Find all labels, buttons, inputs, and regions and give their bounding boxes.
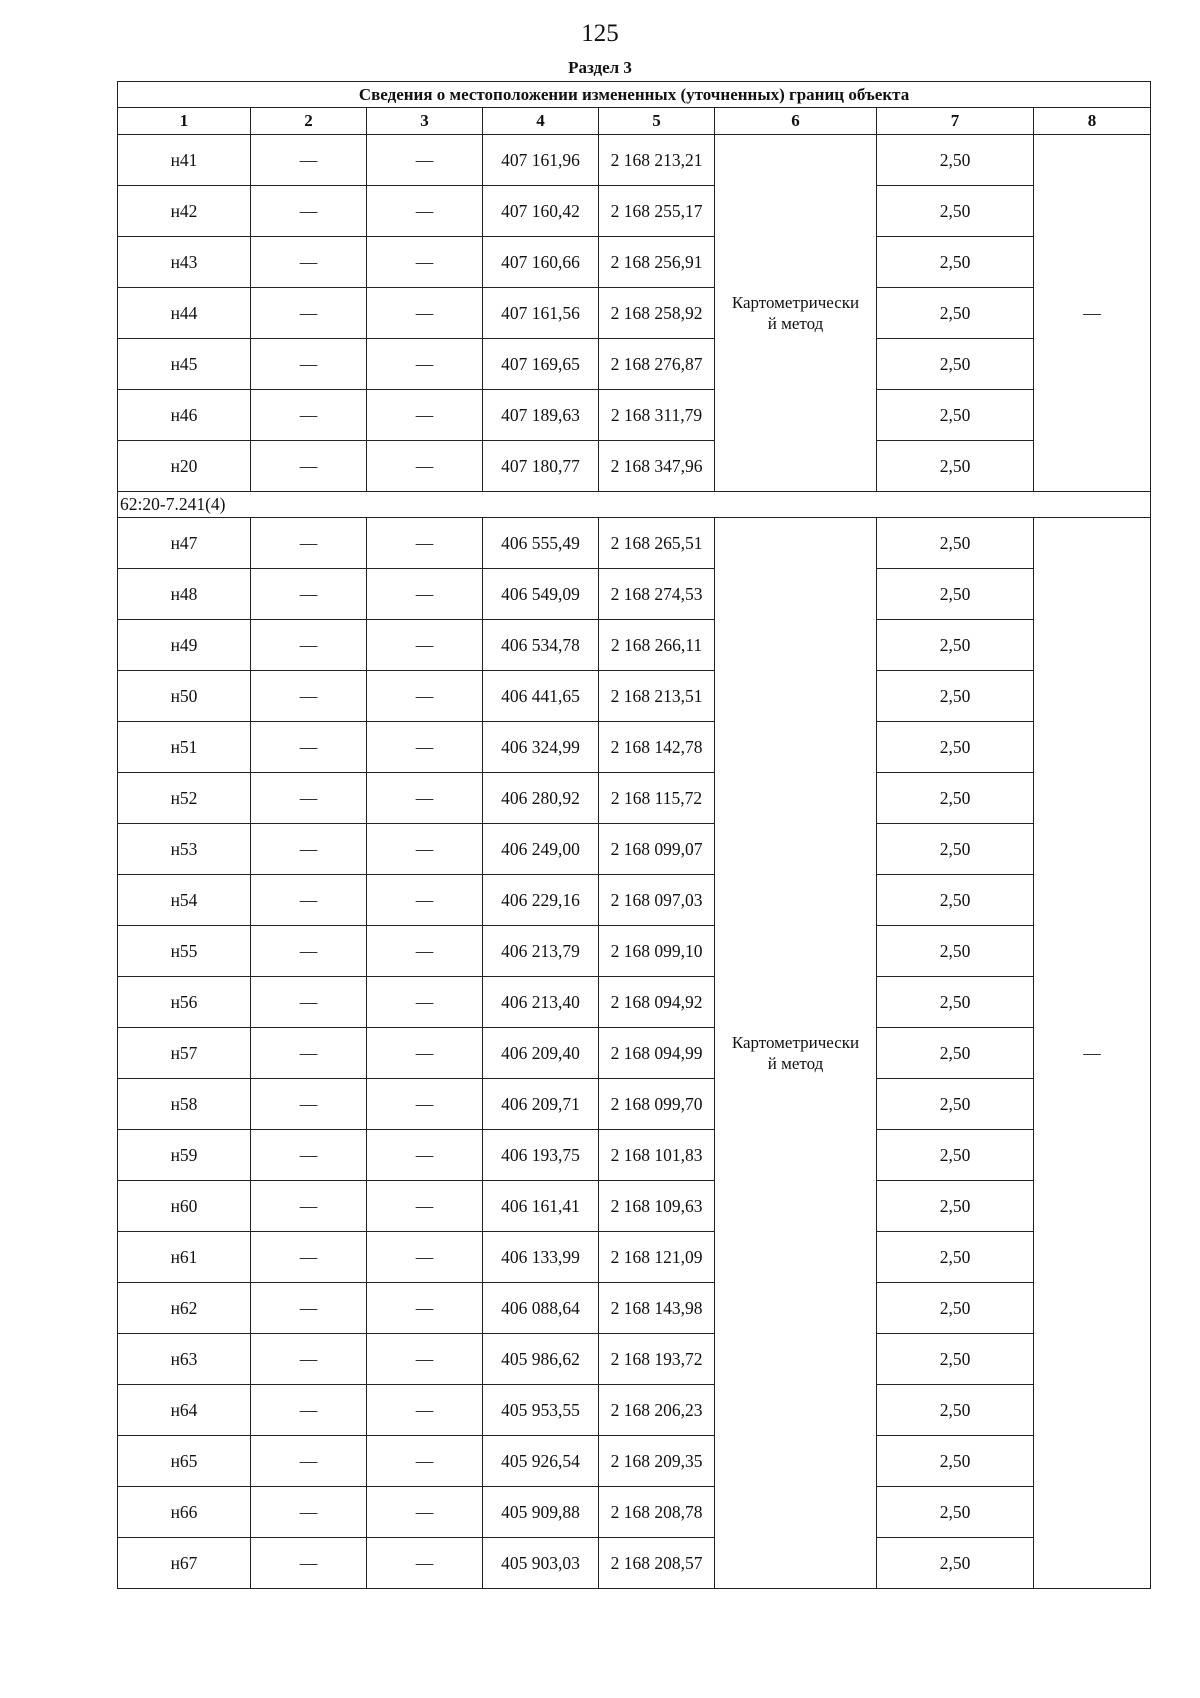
- table-row: [118, 1232, 1151, 1283]
- x-coordinate-cell: 407 180,77: [483, 441, 599, 492]
- table-row: [118, 1079, 1151, 1130]
- column-3-cell: —: [367, 186, 483, 237]
- cadastral-number-label: 62:20-7.241(4): [118, 492, 1151, 518]
- column-2-cell: —: [251, 977, 367, 1028]
- y-coordinate-cell: 2 168 099,07: [599, 824, 715, 875]
- column-2-cell: —: [251, 288, 367, 339]
- x-coordinate-cell: 406 280,92: [483, 773, 599, 824]
- precision-cell: 2,50: [877, 1436, 1034, 1487]
- x-coordinate-cell: 407 189,63: [483, 390, 599, 441]
- table-row: [118, 1487, 1151, 1538]
- y-coordinate-cell: 2 168 142,78: [599, 722, 715, 773]
- column-2-cell: —: [251, 1283, 367, 1334]
- x-coordinate-cell: 407 161,96: [483, 135, 599, 186]
- point-name-cell: н55: [118, 926, 251, 977]
- x-coordinate-cell: 407 160,42: [483, 186, 599, 237]
- precision-cell: 2,50: [877, 1538, 1034, 1589]
- column-3-cell: —: [367, 135, 483, 186]
- column-2-cell: —: [251, 1538, 367, 1589]
- x-coordinate-cell: 406 441,65: [483, 671, 599, 722]
- column-3-cell: —: [367, 1181, 483, 1232]
- table-row: [118, 620, 1151, 671]
- precision-cell: 2,50: [877, 773, 1034, 824]
- y-coordinate-cell: 2 168 347,96: [599, 441, 715, 492]
- x-coordinate-cell: 406 088,64: [483, 1283, 599, 1334]
- x-coordinate-cell: 407 169,65: [483, 339, 599, 390]
- point-name-cell: н41: [118, 135, 251, 186]
- table-row: [118, 186, 1151, 237]
- x-coordinate-cell: 405 909,88: [483, 1487, 599, 1538]
- y-coordinate-cell: 2 168 258,92: [599, 288, 715, 339]
- point-name-cell: н43: [118, 237, 251, 288]
- column-header: 8: [1034, 108, 1151, 135]
- table-row: [118, 1385, 1151, 1436]
- column-3-cell: —: [367, 1436, 483, 1487]
- point-name-cell: н50: [118, 671, 251, 722]
- column-3-cell: —: [367, 977, 483, 1028]
- column-header: 2: [251, 108, 367, 135]
- precision-cell: 2,50: [877, 1487, 1034, 1538]
- column-3-cell: —: [367, 1538, 483, 1589]
- point-name-cell: н64: [118, 1385, 251, 1436]
- column-3-cell: —: [367, 1385, 483, 1436]
- x-coordinate-cell: 406 249,00: [483, 824, 599, 875]
- precision-cell: 2,50: [877, 620, 1034, 671]
- coordinates-table: [117, 81, 1151, 1589]
- column-header: 6: [715, 108, 877, 135]
- column-3-cell: —: [367, 773, 483, 824]
- y-coordinate-cell: 2 168 094,99: [599, 1028, 715, 1079]
- table-row: [118, 1436, 1151, 1487]
- table-row: [118, 977, 1151, 1028]
- precision-cell: 2,50: [877, 135, 1034, 186]
- x-coordinate-cell: 407 160,66: [483, 237, 599, 288]
- y-coordinate-cell: 2 168 266,11: [599, 620, 715, 671]
- column-3-cell: —: [367, 518, 483, 569]
- column-3-cell: —: [367, 339, 483, 390]
- y-coordinate-cell: 2 168 213,21: [599, 135, 715, 186]
- point-name-cell: н51: [118, 722, 251, 773]
- x-coordinate-cell: 405 926,54: [483, 1436, 599, 1487]
- precision-cell: 2,50: [877, 237, 1034, 288]
- point-name-cell: н49: [118, 620, 251, 671]
- column-3-cell: —: [367, 1079, 483, 1130]
- x-coordinate-cell: 406 209,71: [483, 1079, 599, 1130]
- point-name-cell: н48: [118, 569, 251, 620]
- x-coordinate-cell: 406 213,79: [483, 926, 599, 977]
- column-header: 7: [877, 108, 1034, 135]
- point-name-cell: н65: [118, 1436, 251, 1487]
- x-coordinate-cell: 406 209,40: [483, 1028, 599, 1079]
- column-2-cell: —: [251, 518, 367, 569]
- point-name-cell: н46: [118, 390, 251, 441]
- x-coordinate-cell: 406 229,16: [483, 875, 599, 926]
- y-coordinate-cell: 2 168 097,03: [599, 875, 715, 926]
- column-3-cell: —: [367, 824, 483, 875]
- y-coordinate-cell: 2 168 274,53: [599, 569, 715, 620]
- precision-cell: 2,50: [877, 569, 1034, 620]
- table-row: [118, 1181, 1151, 1232]
- x-coordinate-cell: 406 534,78: [483, 620, 599, 671]
- column-3-cell: —: [367, 671, 483, 722]
- precision-cell: 2,50: [877, 1385, 1034, 1436]
- point-name-cell: н56: [118, 977, 251, 1028]
- column-3-cell: —: [367, 722, 483, 773]
- column-2-cell: —: [251, 569, 367, 620]
- y-coordinate-cell: 2 168 213,51: [599, 671, 715, 722]
- table-row: [118, 569, 1151, 620]
- column-number-row: [118, 108, 1151, 135]
- point-name-cell: н66: [118, 1487, 251, 1538]
- y-coordinate-cell: 2 168 099,10: [599, 926, 715, 977]
- table-row: [118, 722, 1151, 773]
- point-name-cell: н42: [118, 186, 251, 237]
- y-coordinate-cell: 2 168 209,35: [599, 1436, 715, 1487]
- x-coordinate-cell: 407 161,56: [483, 288, 599, 339]
- column-2-cell: —: [251, 441, 367, 492]
- precision-cell: 2,50: [877, 1181, 1034, 1232]
- method-text-line-2: й метод: [767, 1054, 824, 1073]
- column-header: 4: [483, 108, 599, 135]
- page-number: 125: [581, 20, 619, 47]
- column-3-cell: —: [367, 1334, 483, 1385]
- column-2-cell: —: [251, 135, 367, 186]
- cadastral-group-row: [118, 492, 1151, 518]
- column-header: 3: [367, 108, 483, 135]
- y-coordinate-cell: 2 168 311,79: [599, 390, 715, 441]
- table-row: [118, 1130, 1151, 1181]
- precision-cell: 2,50: [877, 1283, 1034, 1334]
- column-2-cell: —: [251, 186, 367, 237]
- table-row: [118, 518, 1151, 569]
- table-row: [118, 339, 1151, 390]
- column-2-cell: —: [251, 237, 367, 288]
- precision-cell: 2,50: [877, 671, 1034, 722]
- column-3-cell: —: [367, 237, 483, 288]
- table-row: [118, 1283, 1151, 1334]
- y-coordinate-cell: 2 168 099,70: [599, 1079, 715, 1130]
- column-3-cell: —: [367, 1028, 483, 1079]
- table-row: [118, 288, 1151, 339]
- precision-cell: 2,50: [877, 926, 1034, 977]
- column-2-cell: —: [251, 773, 367, 824]
- precision-cell: 2,50: [877, 1028, 1034, 1079]
- column-2-cell: —: [251, 1436, 367, 1487]
- y-coordinate-cell: 2 168 193,72: [599, 1334, 715, 1385]
- point-name-cell: н53: [118, 824, 251, 875]
- point-name-cell: н54: [118, 875, 251, 926]
- y-coordinate-cell: 2 168 265,51: [599, 518, 715, 569]
- table-title: Сведения о местоположении измененных (уточненных) границ объекта: [118, 82, 1151, 108]
- column-8-cell: —: [1034, 518, 1151, 1589]
- x-coordinate-cell: 405 986,62: [483, 1334, 599, 1385]
- column-2-cell: —: [251, 1334, 367, 1385]
- column-2-cell: —: [251, 1028, 367, 1079]
- y-coordinate-cell: 2 168 208,78: [599, 1487, 715, 1538]
- point-name-cell: н61: [118, 1232, 251, 1283]
- method-cell: [715, 518, 877, 1589]
- table-row: [118, 390, 1151, 441]
- column-2-cell: —: [251, 1385, 367, 1436]
- column-2-cell: —: [251, 339, 367, 390]
- column-3-cell: —: [367, 1130, 483, 1181]
- column-2-cell: —: [251, 875, 367, 926]
- precision-cell: 2,50: [877, 390, 1034, 441]
- y-coordinate-cell: 2 168 255,17: [599, 186, 715, 237]
- precision-cell: 2,50: [877, 1232, 1034, 1283]
- x-coordinate-cell: 406 555,49: [483, 518, 599, 569]
- table-row: [118, 441, 1151, 492]
- column-8-cell: —: [1034, 135, 1151, 492]
- table-row: [118, 773, 1151, 824]
- point-name-cell: н57: [118, 1028, 251, 1079]
- column-2-cell: —: [251, 926, 367, 977]
- column-2-cell: —: [251, 824, 367, 875]
- method-cell: [715, 135, 877, 492]
- table-row: [118, 875, 1151, 926]
- y-coordinate-cell: 2 168 101,83: [599, 1130, 715, 1181]
- section-title: Раздел 3: [568, 58, 632, 77]
- x-coordinate-cell: 406 324,99: [483, 722, 599, 773]
- table-row: [118, 824, 1151, 875]
- table-row: [118, 135, 1151, 186]
- column-header: 5: [599, 108, 715, 135]
- column-2-cell: —: [251, 390, 367, 441]
- y-coordinate-cell: 2 168 208,57: [599, 1538, 715, 1589]
- method-text-line-2: й метод: [767, 314, 824, 333]
- column-3-cell: —: [367, 1487, 483, 1538]
- x-coordinate-cell: 405 903,03: [483, 1538, 599, 1589]
- point-name-cell: н52: [118, 773, 251, 824]
- method-text-line-1: Картометрически: [731, 1032, 860, 1052]
- point-name-cell: н63: [118, 1334, 251, 1385]
- x-coordinate-cell: 406 133,99: [483, 1232, 599, 1283]
- column-3-cell: —: [367, 1283, 483, 1334]
- y-coordinate-cell: 2 168 109,63: [599, 1181, 715, 1232]
- point-name-cell: н59: [118, 1130, 251, 1181]
- precision-cell: 2,50: [877, 186, 1034, 237]
- precision-cell: 2,50: [877, 518, 1034, 569]
- table-row: [118, 1028, 1151, 1079]
- y-coordinate-cell: 2 168 121,09: [599, 1232, 715, 1283]
- precision-cell: 2,50: [877, 339, 1034, 390]
- column-3-cell: —: [367, 875, 483, 926]
- column-3-cell: —: [367, 926, 483, 977]
- column-3-cell: —: [367, 1232, 483, 1283]
- table-row: [118, 926, 1151, 977]
- column-2-cell: —: [251, 620, 367, 671]
- column-2-cell: —: [251, 722, 367, 773]
- y-coordinate-cell: 2 168 115,72: [599, 773, 715, 824]
- precision-cell: 2,50: [877, 722, 1034, 773]
- y-coordinate-cell: 2 168 206,23: [599, 1385, 715, 1436]
- point-name-cell: н67: [118, 1538, 251, 1589]
- y-coordinate-cell: 2 168 256,91: [599, 237, 715, 288]
- y-coordinate-cell: 2 168 143,98: [599, 1283, 715, 1334]
- table-row: [118, 1538, 1151, 1589]
- y-coordinate-cell: 2 168 276,87: [599, 339, 715, 390]
- precision-cell: 2,50: [877, 441, 1034, 492]
- y-coordinate-cell: 2 168 094,92: [599, 977, 715, 1028]
- column-3-cell: —: [367, 288, 483, 339]
- precision-cell: 2,50: [877, 288, 1034, 339]
- column-3-cell: —: [367, 390, 483, 441]
- x-coordinate-cell: 406 161,41: [483, 1181, 599, 1232]
- point-name-cell: н44: [118, 288, 251, 339]
- point-name-cell: н45: [118, 339, 251, 390]
- column-header: 1: [118, 108, 251, 135]
- precision-cell: 2,50: [877, 1130, 1034, 1181]
- precision-cell: 2,50: [877, 875, 1034, 926]
- column-2-cell: —: [251, 1181, 367, 1232]
- x-coordinate-cell: 405 953,55: [483, 1385, 599, 1436]
- point-name-cell: н62: [118, 1283, 251, 1334]
- x-coordinate-cell: 406 549,09: [483, 569, 599, 620]
- column-2-cell: —: [251, 1130, 367, 1181]
- column-2-cell: —: [251, 1232, 367, 1283]
- precision-cell: 2,50: [877, 1334, 1034, 1385]
- point-name-cell: н60: [118, 1181, 251, 1232]
- column-2-cell: —: [251, 1079, 367, 1130]
- table-title-row: [118, 82, 1151, 108]
- precision-cell: 2,50: [877, 824, 1034, 875]
- point-name-cell: н58: [118, 1079, 251, 1130]
- column-2-cell: —: [251, 671, 367, 722]
- table-row: [118, 671, 1151, 722]
- precision-cell: 2,50: [877, 977, 1034, 1028]
- column-3-cell: —: [367, 569, 483, 620]
- column-3-cell: —: [367, 620, 483, 671]
- x-coordinate-cell: 406 213,40: [483, 977, 599, 1028]
- column-3-cell: —: [367, 441, 483, 492]
- precision-cell: 2,50: [877, 1079, 1034, 1130]
- table-row: [118, 1334, 1151, 1385]
- method-text-line-1: Картометрически: [731, 292, 860, 312]
- x-coordinate-cell: 406 193,75: [483, 1130, 599, 1181]
- point-name-cell: н47: [118, 518, 251, 569]
- column-2-cell: —: [251, 1487, 367, 1538]
- table-row: [118, 237, 1151, 288]
- point-name-cell: н20: [118, 441, 251, 492]
